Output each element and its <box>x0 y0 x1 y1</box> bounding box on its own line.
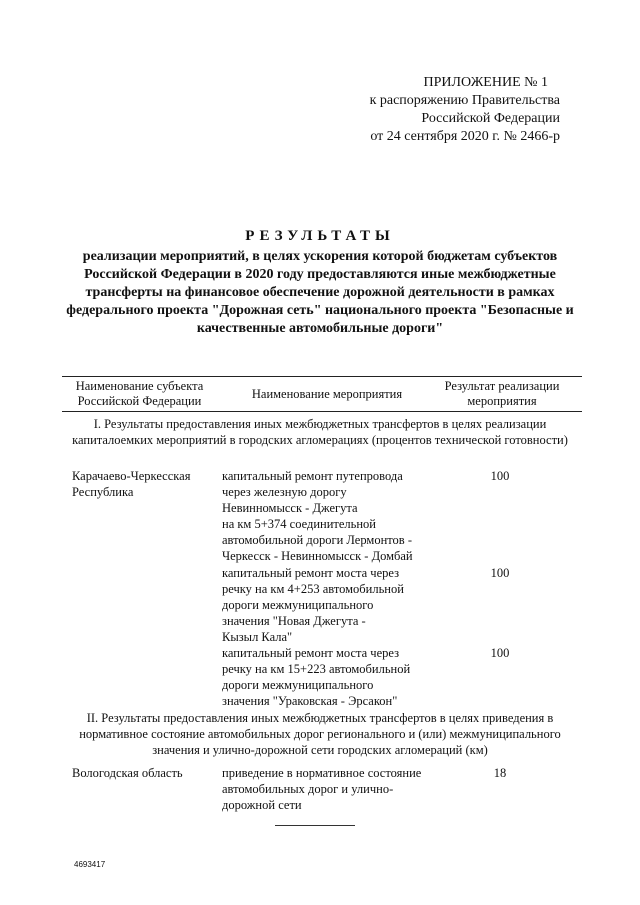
appendix-line-2: Российской Федерации <box>421 111 560 126</box>
header-result: Результат реализации мероприятия <box>444 379 560 408</box>
appendix-line-3: от 24 сентября 2020 г. № 2466-р <box>370 129 560 144</box>
header-bottom-rule <box>62 411 582 412</box>
region-karachay-cherkess: Карачаево-Черкесская Республика <box>72 469 191 499</box>
activity-row-4: приведение в нормативное состояние автомобильных дорог и улично- дорожной сети <box>222 766 422 812</box>
document-subtitle: реализации мероприятий, в целях ускорения которой бюджетам субъектов Российской Федерации в 2020 году предоставляются иные межбюджетные трансферты на финансовое обеспечение дорожной деятельности в рамках федерального проекта "Дорожная сеть" национального проекта "Безопасные и качественные автомобильные дороги" <box>66 249 574 336</box>
header-activity: Наименование мероприятия <box>251 387 403 401</box>
result-row-1: 100 <box>490 469 510 483</box>
result-row-4: 18 <box>493 766 507 780</box>
header-top-rule <box>62 376 582 377</box>
header-region: Наименование субъекта Российской Федерации <box>75 379 204 408</box>
appendix-line-1: к распоряжению Правительства <box>369 93 560 108</box>
activity-row-1: капитальный ремонт путепровода через железную дорогу Невинномысск - Джегута на км 5+374 соединительной автомобильной дороги Лермонтов - Черкесск - Невинномысск - Домбай <box>222 469 413 563</box>
document-title: РЕЗУЛЬТАТЫ <box>245 228 395 244</box>
section-1-heading: I. Результаты предоставления иных межбюджетных трансфертов в целях реализации капиталоемких мероприятий в городских агломерациях (процентов технической готовности) <box>72 417 568 447</box>
section-2-heading: II. Результаты предоставления иных межбюджетных трансфертов в целях приведения в нормативное состояние автомобильных дорог регионального и (или) межмуниципального значения и улично-дорожной сети городских агломераций (км) <box>79 711 561 757</box>
document-number: 4693417 <box>74 860 106 869</box>
appendix-block <box>320 74 560 146</box>
region-vologda: Вологодская область <box>72 766 183 780</box>
end-rule <box>275 825 355 826</box>
result-row-3: 100 <box>490 646 510 660</box>
activity-row-3: капитальный ремонт моста через речку на км 15+223 автомобильной дороги межмуниципального значения "Ураковская - Эрсакон" <box>222 646 411 708</box>
appendix-number: ПРИЛОЖЕНИЕ № 1 <box>423 75 548 90</box>
activity-row-2: капитальный ремонт моста через речку на км 4+253 автомобильной дороги межмуниципального значения "Новая Джегута - Кызыл Кала" <box>222 566 404 644</box>
result-row-2: 100 <box>490 566 510 580</box>
